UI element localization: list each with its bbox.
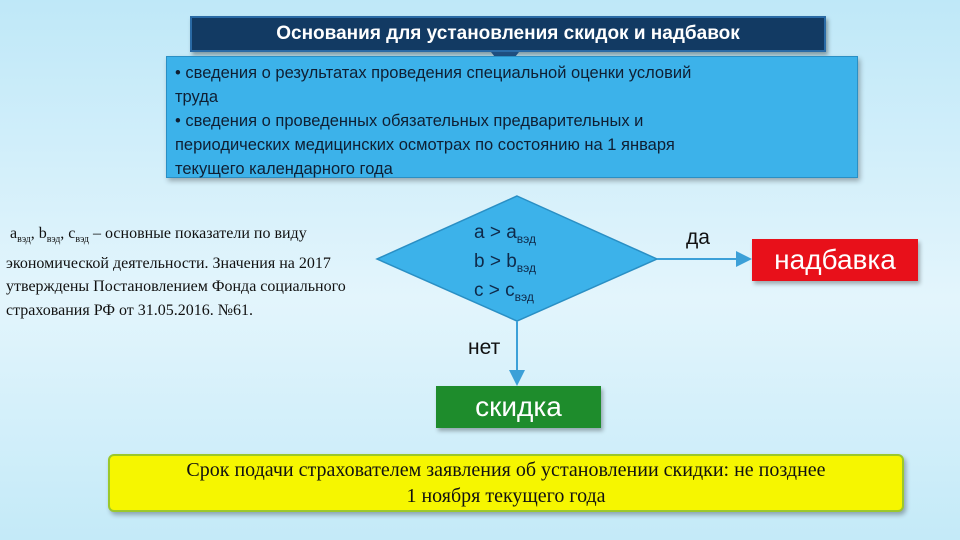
markup-box: надбавка: [752, 239, 918, 281]
note-c-sub: вэд: [75, 234, 89, 246]
condition-a-text: a > a: [474, 222, 517, 243]
info-line-2: труда: [175, 88, 219, 106]
deadline-line-1: Срок подачи страхователем заявления об установлении скидки: не позднее: [186, 459, 826, 481]
info-line-4: периодических медицинских осмотрах по состоянию на 1 января: [175, 136, 675, 154]
info-line-1: • сведения о результатах проведения специальной оценки условий: [175, 64, 692, 82]
note-a-sub: вэд: [17, 234, 31, 246]
note-a: a: [10, 225, 18, 242]
note-rest: – основные показатели по виду экономической деятельности. Значения на 2017 утверждены Постановлением Фонда социального страхования РФ от 31.05.2016. №61.: [6, 225, 346, 319]
note-b-sub: вэд: [46, 234, 61, 246]
condition-c: [474, 280, 534, 304]
condition-c-text: c > c: [474, 280, 515, 301]
indicators-note: $a_{вэд}$, $b_{вэд}$, $c_{вэд}$ – основные показатели по виду экономической деятельности. Значения на 2017 утверждены Постановлением Фонда социального страхования РФ от 31.05.2016. №61.: [6, 225, 346, 319]
no-label: нет: [468, 336, 501, 359]
yes-label: да: [686, 226, 710, 249]
condition-b-text: b > b: [474, 251, 517, 272]
deadline-box: [108, 454, 904, 512]
condition-a-sub: вэд: [516, 231, 537, 246]
note-b: b: [38, 225, 47, 242]
discount-box: скидка: [436, 386, 601, 428]
condition-a: [474, 222, 536, 246]
info-line-3: • сведения о проведенных обязательных предварительных и: [175, 112, 644, 130]
condition-b-sub: вэд: [516, 260, 537, 275]
diagram-title: Основания для установления скидок и надбавок: [190, 16, 826, 52]
info-line-5: текущего календарного года: [175, 160, 393, 178]
deadline-line-2: 1 ноября текущего года: [406, 485, 606, 507]
note-c: c: [68, 225, 76, 242]
condition-b: [474, 251, 536, 275]
condition-c-sub: вэд: [514, 289, 534, 304]
